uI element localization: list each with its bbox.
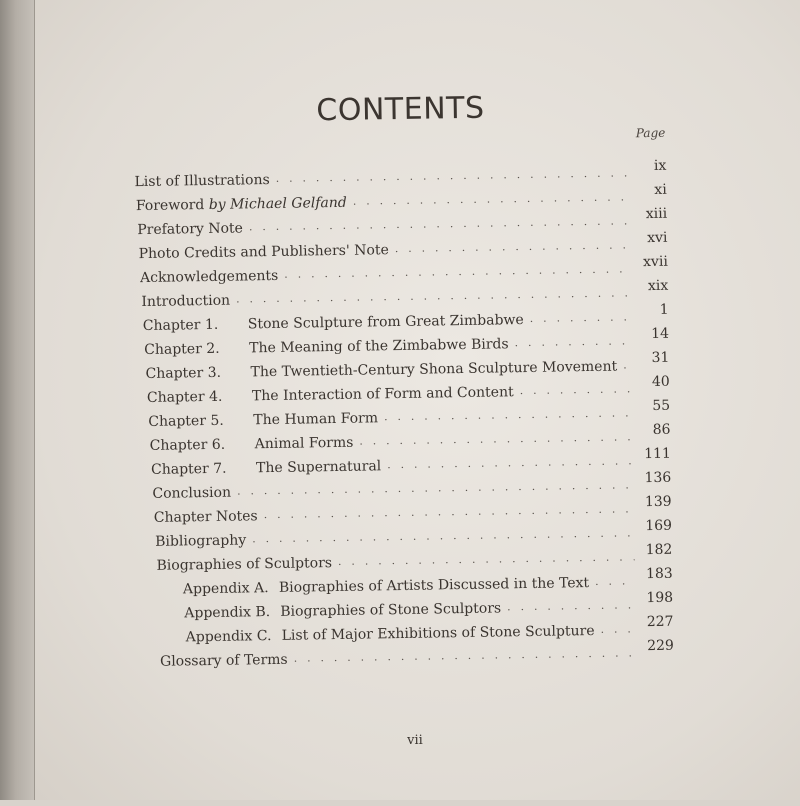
toc-page-number: 139: [644, 493, 672, 511]
toc-page-number: xiii: [645, 205, 668, 223]
toc-entry-label-main: Foreword: [135, 197, 205, 215]
appendix-letter: Appendix C.: [185, 628, 272, 646]
chapter-number: Chapter 3.: [145, 364, 222, 382]
toc-entry-label: Prefatory Note: [137, 220, 244, 239]
toc-page-number: 31: [651, 349, 670, 367]
appendix-title: Biographies of Artists Discussed in the Text: [278, 575, 590, 596]
page-title: CONTENTS: [316, 90, 485, 129]
toc-page-number: xvi: [647, 229, 668, 247]
toc-entry-label: [136, 195, 353, 214]
toc-entry-label: Photo Credits and Publishers' Note: [138, 242, 389, 263]
toc-entry-label: List of Illustrations: [134, 172, 270, 191]
toc-page-number: 227: [646, 613, 674, 631]
leader-dots: [236, 286, 631, 308]
leader-dots: [507, 598, 635, 616]
toc-entry-chapter-4: [146, 373, 670, 406]
leader-dots: [353, 190, 629, 210]
leader-dots: [395, 238, 630, 258]
toc-entry-label: Acknowledgements: [139, 267, 279, 287]
chapter-number: Chapter 5.: [148, 412, 224, 430]
leader-dots: [252, 526, 634, 548]
leader-dots: [276, 166, 629, 188]
appendix-letter: Appendix A.: [182, 580, 269, 598]
toc-page-number: 182: [645, 541, 673, 559]
toc-page-number: 169: [645, 517, 673, 535]
toc-entry-label: Chapter Notes: [153, 508, 258, 526]
appendix-title: Biographies of Stone Sculptors: [280, 600, 502, 620]
chapter-title: The Supernatural: [255, 458, 382, 477]
toc-page-number: 40: [651, 373, 670, 391]
toc-page-number: 111: [644, 445, 672, 463]
toc-entry-label: [148, 410, 384, 430]
chapter-title: The Meaning of the Zimbabwe Birds: [249, 336, 509, 357]
leader-dots: [384, 406, 632, 426]
toc-entry-label: [186, 623, 601, 646]
leader-dots: [284, 262, 630, 283]
leader-dots: [237, 478, 634, 500]
leader-dots: [387, 454, 633, 474]
toc-entry-label: [150, 435, 360, 454]
chapter-title: The Human Form: [253, 410, 379, 429]
chapter-title: Animal Forms: [254, 434, 354, 453]
chapter-number: Chapter 4.: [146, 388, 223, 406]
toc-page-number: xi: [654, 181, 667, 198]
toc-entry-label-author: by Michael Gelfand: [208, 194, 347, 213]
toc-page-number: 1: [659, 301, 669, 318]
leader-dots: [359, 430, 633, 450]
toc-page-number: 136: [644, 469, 672, 487]
toc-page-number: xvii: [642, 253, 668, 271]
leader-dots: [595, 574, 635, 591]
toc-page-number: ix: [653, 157, 667, 174]
toc-page-number: 198: [646, 589, 674, 607]
leader-dots: [530, 310, 631, 328]
leader-dots: [515, 334, 632, 352]
toc-entry-label: [145, 358, 623, 382]
toc-entry-label: Introduction: [141, 292, 231, 311]
toc-entry-label: Biographies of Sculptors: [156, 555, 333, 574]
chapter-number: Chapter 2.: [144, 340, 220, 359]
chapter-number: Chapter 1.: [142, 316, 219, 335]
toc-entry-label: Bibliography: [155, 532, 247, 550]
toc-entry-label: Glossary of Terms: [159, 651, 288, 670]
toc-entry-label: [147, 384, 520, 406]
toc-entry-label: [184, 600, 507, 621]
leader-dots: [294, 646, 637, 667]
toc-page-number: 55: [652, 397, 671, 415]
toc-entry-introduction: [141, 277, 669, 311]
toc-page-number: 86: [652, 421, 671, 439]
page-column-heading: Page: [635, 125, 666, 141]
page-folio-number: vii: [407, 733, 423, 748]
toc-entry-chapter-6: [149, 421, 671, 454]
toc-entry-label: Conclusion: [152, 484, 232, 502]
leader-dots: [600, 622, 635, 639]
toc-page-number: 229: [647, 637, 675, 655]
appendix-title: List of Major Exhibitions of Stone Sculpture: [281, 622, 595, 644]
leader-dots: [249, 214, 630, 236]
appendix-letter: Appendix B.: [184, 604, 271, 622]
toc-entry-label: [143, 312, 530, 334]
chapter-title: The Interaction of Form and Content: [251, 384, 514, 405]
toc-entry-label: [151, 458, 387, 478]
toc-entry-label: [183, 575, 595, 597]
toc-page-number: 183: [645, 565, 673, 583]
leader-dots: [264, 502, 634, 524]
chapter-title: The Twentieth-Century Shona Sculpture Movement: [250, 358, 618, 381]
toc-entry-chapter-notes: [153, 493, 672, 526]
toc-page-number: xix: [647, 277, 669, 295]
chapter-title: Stone Sculpture from Great Zimbabwe: [247, 312, 524, 333]
leader-dots: [520, 382, 632, 400]
toc-page-number: 14: [651, 325, 670, 343]
toc-entry-appendix-c: [185, 613, 674, 646]
leader-dots: [623, 358, 632, 374]
chapter-number: Chapter 6.: [149, 436, 226, 454]
leader-dots: [338, 550, 635, 571]
toc-entry-appendix-a: [182, 565, 673, 598]
toc-entry-label: [144, 336, 515, 358]
chapter-number: Chapter 7.: [150, 460, 227, 478]
